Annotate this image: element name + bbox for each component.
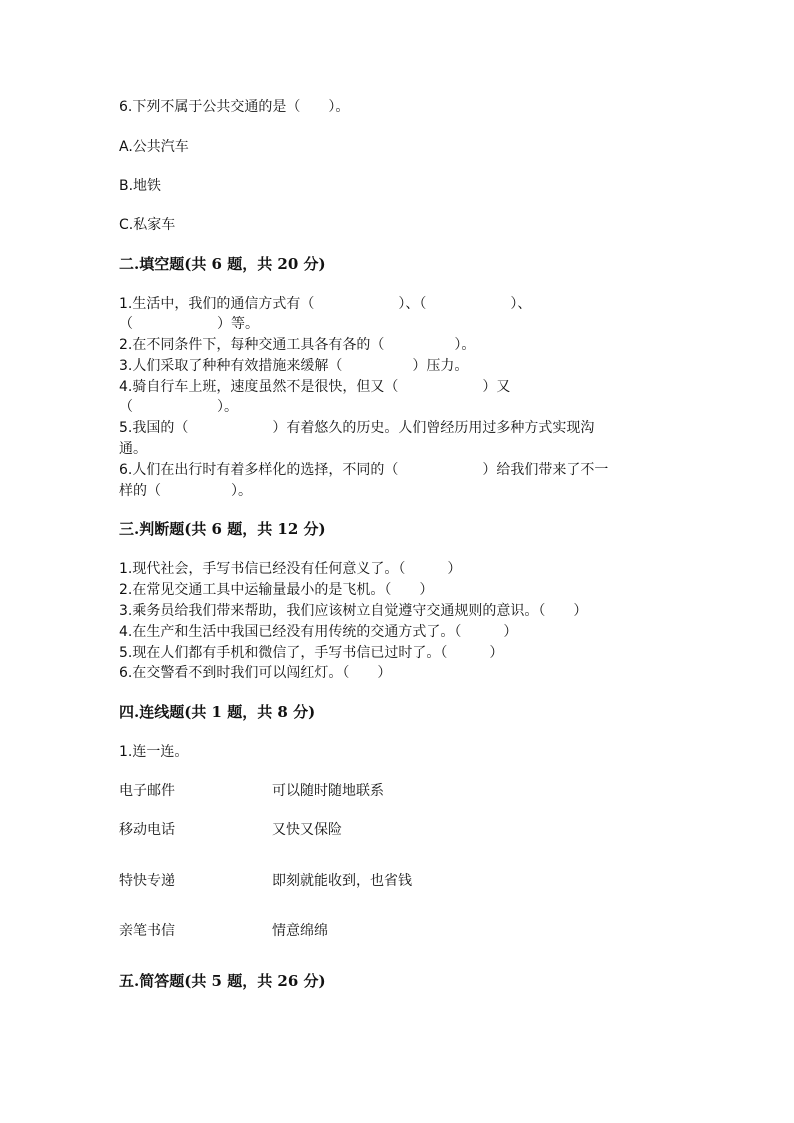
matching-right-item: 情意绵绵 — [272, 923, 328, 939]
section-heading-matching: 四.连线题(共 1 题，共 8 分) — [119, 703, 316, 721]
true-false-line: 2.在常见交通工具中运输量最小的是飞机。（ ） — [119, 582, 434, 598]
fill-blank-line: （ ）。 — [119, 399, 238, 415]
matching-left-item: 特快专递 — [119, 873, 175, 889]
matching-question: 1.连一连。 — [119, 744, 189, 760]
fill-blank-line: 2.在不同条件下，每种交通工具各有各的（ ）。 — [119, 337, 476, 353]
matching-left-item: 移动电话 — [119, 822, 175, 838]
fill-blank-line: 4.骑自行车上班，速度虽然不是很快，但又（ ）又 — [119, 379, 511, 395]
fill-blank-line: 1.生活中，我们的通信方式有（ ）、（ ）、 — [119, 296, 532, 312]
q6-option-b: B.地铁 — [119, 178, 162, 194]
true-false-line: 6.在交警看不到时我们可以闯红灯。（ ） — [119, 665, 392, 681]
q6-question: 6.下列不属于公共交通的是（ ）。 — [119, 99, 350, 115]
section-heading-short-answer: 五.简答题(共 5 题，共 26 分) — [119, 972, 326, 990]
matching-left-item: 电子邮件 — [119, 783, 175, 799]
true-false-line: 3.乘务员给我们带来帮助，我们应该树立自觉遵守交通规则的意识。（ ） — [119, 603, 588, 619]
true-false-line: 5.现在人们都有手机和微信了，手写书信已过时了。（ ） — [119, 645, 504, 661]
true-false-line: 4.在生产和生活中我国已经没有用传统的交通方式了。（ ） — [119, 624, 518, 640]
fill-blank-line: 样的（ ）。 — [119, 483, 252, 499]
matching-right-item: 又快又保险 — [272, 822, 342, 838]
fill-blank-line: 6.人们在出行时有着多样化的选择，不同的（ ）给我们带来了不一 — [119, 462, 609, 478]
matching-right-item: 即刻就能收到，也省钱 — [272, 873, 412, 889]
true-false-line: 1.现代社会，手写书信已经没有任何意义了。（ ） — [119, 561, 462, 577]
section-heading-true-false: 三.判断题(共 6 题，共 12 分) — [119, 520, 326, 538]
q6-option-c: C.私家车 — [119, 217, 176, 233]
q6-option-a: A.公共汽车 — [119, 139, 189, 155]
section-heading-fill-blank: 二.填空题(共 6 题，共 20 分) — [119, 255, 326, 273]
matching-right-item: 可以随时随地联系 — [272, 783, 384, 799]
fill-blank-line: （ ）等。 — [119, 316, 259, 332]
fill-blank-line: 3.人们采取了种种有效措施来缓解（ ）压力。 — [119, 358, 469, 374]
matching-left-item: 亲笔书信 — [119, 923, 175, 939]
fill-blank-line: 通。 — [119, 441, 147, 457]
fill-blank-line: 5.我国的（ ）有着悠久的历史。人们曾经历用过多种方式实现沟 — [119, 420, 595, 436]
